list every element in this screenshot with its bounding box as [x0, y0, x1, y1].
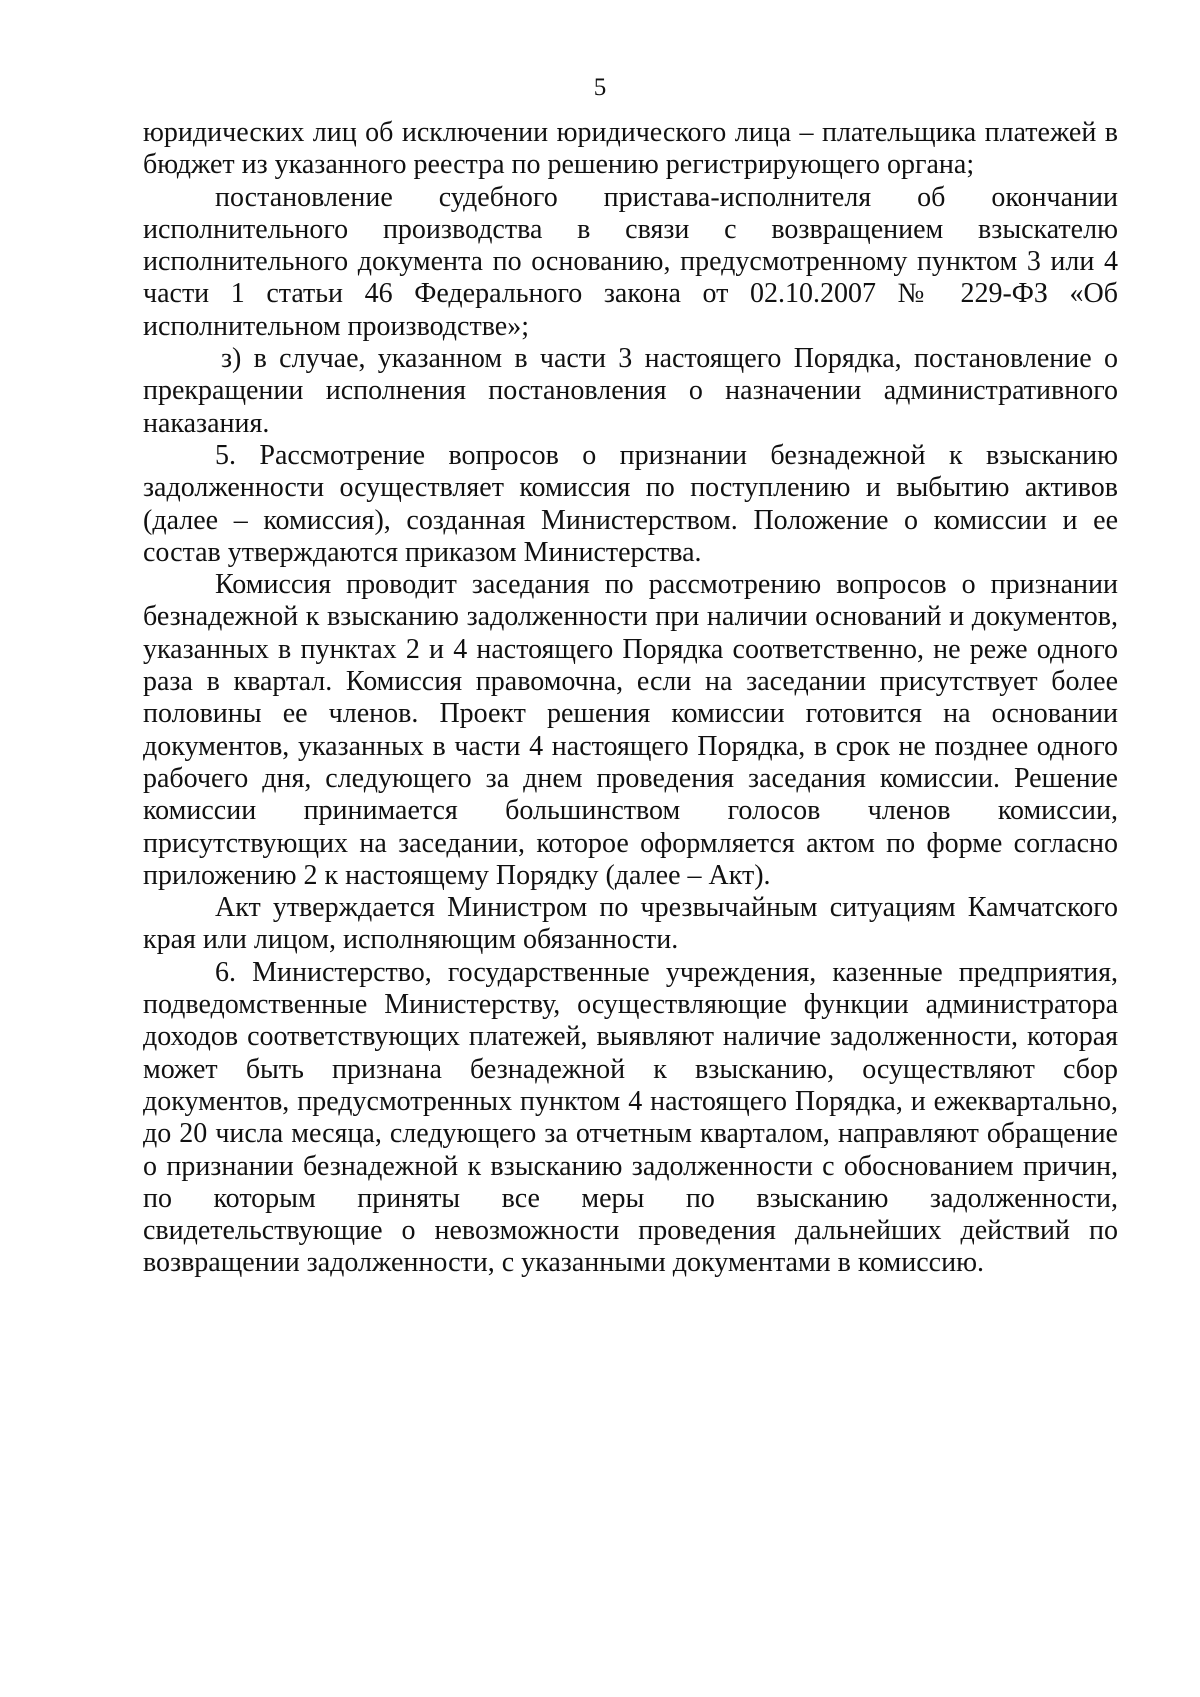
paragraph-registry-exclusion: юридических лиц об исключении юридического лица – плательщика платежей в бюджет из указанного реестра по решению регистрирующего органа;	[143, 117, 1118, 181]
paragraph-commission-meetings: Комиссия проводит заседания по рассмотрению вопросов о признании безнадежной к взысканию задолженности при наличии оснований и документов, указанных в пунктах 2 и 4 настоящего Порядка соответственно, не реже одного раза в квартал. Комиссия правомочна, если на заседании присутствует более половины ее членов. Проект решения комиссии готовится на основании документов, указанных в части 4 настоящего Порядка, в срок не позднее одного рабочего дня, следующего за днем проведения заседания комиссии. Решение комиссии принимается большинством голосов членов комиссии, присутствующих на заседании, которое оформляется актом по форме согласно приложению 2 к настоящему Порядку (далее – Акт).	[143, 569, 1118, 891]
paragraph-item-z: з) в случае, указанном в части 3 настоящего Порядка, постановление о прекращении исполнения постановления о назначении административного наказания.	[143, 343, 1118, 439]
paragraph-item-6: 6. Министерство, государственные учреждения, казенные предприятия, подведомственные Министерству, осуществляющие функции администратора доходов соответствующих платежей, выявляют наличие задолженности, которая может быть признана безнадежной к взысканию, осуществляют сбор документов, предусмотренных пунктом 4 настоящего Порядка, и ежеквартально, до 20 числа месяца, следующего за отчетным кварталом, направляют обращение о признании безнадежной к взысканию задолженности с обоснованием причин, по которым приняты все меры по взысканию задолженности, свидетельствующие о невозможности проведения дальнейших действий по возвращении задолженности, с указанными документами в комиссию.	[143, 956, 1118, 1279]
paragraph-bailiff-resolution: постановление судебного пристава-исполнителя об окончании исполнительного производства в связи с возвращением взыскателю исполнительного документа по основанию, предусмотренному пунктом 3 или 4 части 1 статьи 46 Федерального закона от 02.10.2007 № 229-ФЗ «Об исполнительном производстве»;	[143, 181, 1118, 342]
paragraph-act-approval: Акт утверждается Министром по чрезвычайным ситуациям Камчатского края или лицом, исполняющим обязанности.	[143, 892, 1118, 956]
page-number: 5	[593, 74, 607, 101]
paragraph-item-5: 5. Рассмотрение вопросов о признании безнадежной к взысканию задолженности осуществляет комиссия по поступлению и выбытию активов (далее – комиссия), созданная Министерством. Положение о комиссии и ее состав утверждаются приказом Министерства.	[143, 439, 1118, 568]
document-body	[143, 117, 1118, 1280]
